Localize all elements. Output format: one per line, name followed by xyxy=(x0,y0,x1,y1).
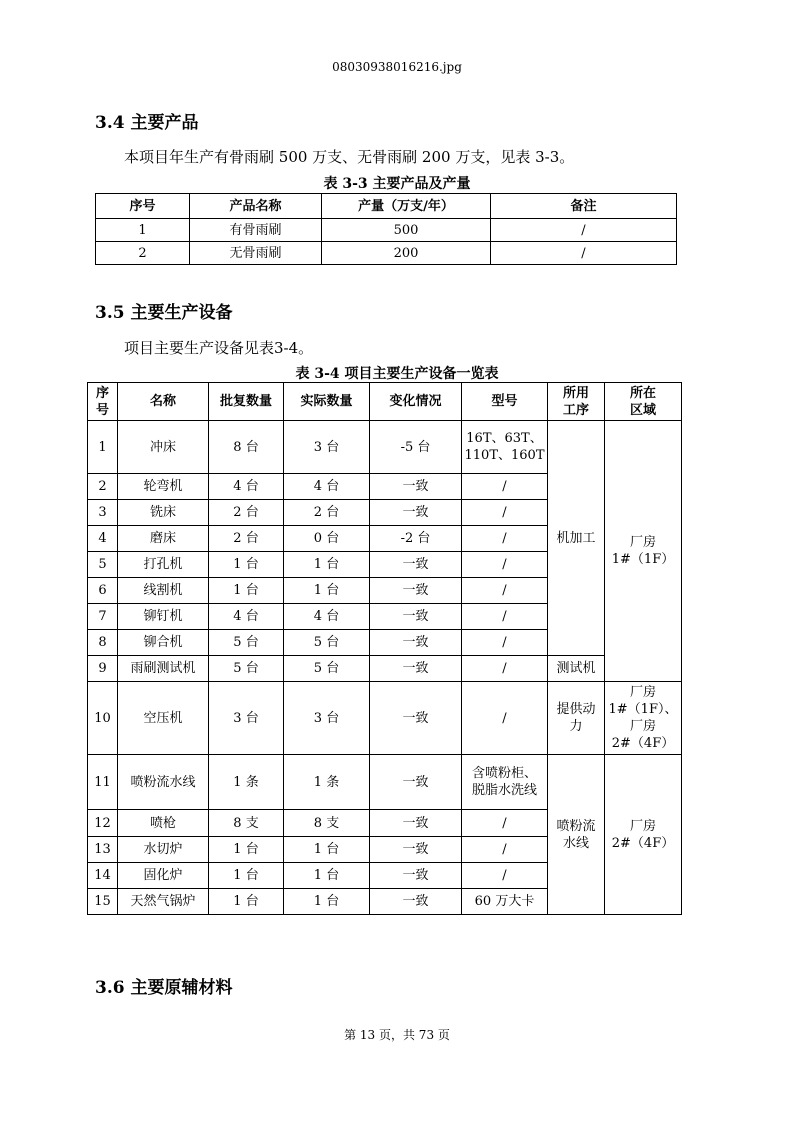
section-3-4-text: 本项目年生产有骨雨刷 500 万支、无骨雨刷 200 万支，见表 3-3。 xyxy=(124,148,575,166)
table-cell: 一致 xyxy=(370,630,462,656)
table-cell: 喷粉流水线 xyxy=(118,755,209,810)
table-cell: 一致 xyxy=(370,656,462,682)
table-cell: 2 台 xyxy=(209,526,284,552)
table-header-row xyxy=(88,383,682,421)
table-cell: / xyxy=(462,604,548,630)
table-cell: 一致 xyxy=(370,578,462,604)
column-header: 序号 xyxy=(96,194,190,219)
column-header: 备注 xyxy=(491,194,677,219)
table-cell: 空压机 xyxy=(118,682,209,755)
table-cell: 12 xyxy=(88,810,118,837)
table-cell: 铆合机 xyxy=(118,630,209,656)
table-cell: 一致 xyxy=(370,552,462,578)
table-cell: 200 xyxy=(322,242,491,265)
process-cell: 机加工 xyxy=(548,421,605,656)
table-cell: 500 xyxy=(322,219,491,242)
table-cell: 雨刷测试机 xyxy=(118,656,209,682)
table-cell: 打孔机 xyxy=(118,552,209,578)
table-header-row xyxy=(96,194,677,219)
column-header: 产品名称 xyxy=(190,194,322,219)
table-cell: 1 条 xyxy=(209,755,284,810)
table-cell: / xyxy=(462,500,548,526)
table-cell: 有骨雨刷 xyxy=(190,219,322,242)
table-cell: 8 支 xyxy=(209,810,284,837)
table-cell: 14 xyxy=(88,863,118,889)
table-cell: 喷枪 xyxy=(118,810,209,837)
table-cell: 2 台 xyxy=(209,500,284,526)
table-cell: 4 台 xyxy=(284,474,370,500)
table-cell: 1 xyxy=(96,219,190,242)
table-cell: -5 台 xyxy=(370,421,462,474)
table-cell: 4 xyxy=(88,526,118,552)
table-cell: 6 xyxy=(88,578,118,604)
table-cell: / xyxy=(491,242,677,265)
table-cell: 铣床 xyxy=(118,500,209,526)
table-cell: 13 xyxy=(88,837,118,863)
table-3-4-caption: 表 3-4 项目主要生产设备一览表 xyxy=(295,366,499,382)
table-cell: 1 台 xyxy=(284,578,370,604)
table-cell: 15 xyxy=(88,889,118,915)
table-cell: 0 台 xyxy=(284,526,370,552)
table-cell: 一致 xyxy=(370,604,462,630)
table-cell: 3 xyxy=(88,500,118,526)
area-cell: 厂房 2#（4F） xyxy=(605,755,682,915)
table-cell: 4 台 xyxy=(209,604,284,630)
table-cell: 8 台 xyxy=(209,421,284,474)
table-cell: / xyxy=(462,578,548,604)
table-cell: 1 台 xyxy=(284,863,370,889)
process-cell: 测试机 xyxy=(548,656,605,682)
column-header: 实际数量 xyxy=(284,383,370,421)
table-cell: 一致 xyxy=(370,474,462,500)
table-cell: 含喷粉柜、脱脂水洗线 xyxy=(462,755,548,810)
table-cell: 8 支 xyxy=(284,810,370,837)
table-cell: 4 台 xyxy=(284,604,370,630)
table-row xyxy=(96,219,677,242)
table-cell: 1 条 xyxy=(284,755,370,810)
table-cell: 冲床 xyxy=(118,421,209,474)
table-cell: 11 xyxy=(88,755,118,810)
file-name-header: 08030938016216.jpg xyxy=(332,60,462,74)
table-cell: 轮弯机 xyxy=(118,474,209,500)
table-cell: 10 xyxy=(88,682,118,755)
table-cell: 2 台 xyxy=(284,500,370,526)
section-heading-3-5: 3.5 主要生产设备 xyxy=(95,303,233,323)
table-cell: 铆钉机 xyxy=(118,604,209,630)
table-cell: 1 台 xyxy=(284,889,370,915)
table-cell: 1 xyxy=(88,421,118,474)
table-cell: 1 台 xyxy=(284,837,370,863)
column-header: 序 号 xyxy=(88,383,118,421)
table-cell: 60 万大卡 xyxy=(462,889,548,915)
table-row xyxy=(88,755,682,810)
table-3-3-caption: 表 3-3 主要产品及产量 xyxy=(323,176,471,192)
table-cell: 1 台 xyxy=(209,552,284,578)
table-cell: 1 台 xyxy=(209,578,284,604)
section-heading-3-4: 3.4 主要产品 xyxy=(95,113,199,133)
table-cell: 一致 xyxy=(370,682,462,755)
table-cell: 一致 xyxy=(370,755,462,810)
column-header: 名称 xyxy=(118,383,209,421)
table-cell: / xyxy=(462,552,548,578)
table-cell: 5 台 xyxy=(284,656,370,682)
table-cell: 一致 xyxy=(370,500,462,526)
table-cell: 9 xyxy=(88,656,118,682)
column-header: 批复数量 xyxy=(209,383,284,421)
section-3-5-text: 项目主要生产设备见表3-4。 xyxy=(124,339,314,357)
table-cell: 2 xyxy=(88,474,118,500)
table-cell: 1 台 xyxy=(284,552,370,578)
table-cell: 16T、63T、110T、160T xyxy=(462,421,548,474)
table-cell: 5 台 xyxy=(209,630,284,656)
area-cell: 厂房 1#（1F） xyxy=(605,421,682,682)
table-cell: / xyxy=(462,810,548,837)
process-cell: 提供动力 xyxy=(548,682,605,755)
table-row xyxy=(88,682,682,755)
table-cell: 一致 xyxy=(370,889,462,915)
table-cell: 3 台 xyxy=(284,682,370,755)
table-row xyxy=(88,421,682,474)
process-cell: 喷粉流水线 xyxy=(548,755,605,915)
area-cell: 厂房 1#（1F）、 厂房 2#（4F） xyxy=(605,682,682,755)
table-cell: / xyxy=(462,526,548,552)
table-cell: 1 台 xyxy=(209,863,284,889)
table-cell: 固化炉 xyxy=(118,863,209,889)
products-table xyxy=(95,193,677,265)
table-cell: 一致 xyxy=(370,863,462,889)
table-cell: 磨床 xyxy=(118,526,209,552)
column-header: 变化情况 xyxy=(370,383,462,421)
table-cell: 1 台 xyxy=(209,837,284,863)
table-row xyxy=(96,242,677,265)
table-cell: 8 xyxy=(88,630,118,656)
table-cell: 一致 xyxy=(370,810,462,837)
table-cell: / xyxy=(462,630,548,656)
table-cell: / xyxy=(491,219,677,242)
table-cell: 3 台 xyxy=(209,682,284,755)
table-cell: 5 xyxy=(88,552,118,578)
column-header: 所在 区域 xyxy=(605,383,682,421)
table-cell: / xyxy=(462,656,548,682)
table-cell: 7 xyxy=(88,604,118,630)
table-cell: 3 台 xyxy=(284,421,370,474)
section-heading-3-6: 3.6 主要原辅材料 xyxy=(95,978,233,998)
table-cell: / xyxy=(462,474,548,500)
table-cell: 一致 xyxy=(370,837,462,863)
table-cell: 5 台 xyxy=(284,630,370,656)
table-cell: 1 台 xyxy=(209,889,284,915)
table-cell: / xyxy=(462,837,548,863)
table-row xyxy=(88,656,682,682)
table-cell: 2 xyxy=(96,242,190,265)
table-cell: 天然气锅炉 xyxy=(118,889,209,915)
column-header: 型号 xyxy=(462,383,548,421)
table-cell: / xyxy=(462,682,548,755)
table-cell: 线割机 xyxy=(118,578,209,604)
table-cell: 4 台 xyxy=(209,474,284,500)
column-header: 所用 工序 xyxy=(548,383,605,421)
table-cell: 5 台 xyxy=(209,656,284,682)
table-cell: -2 台 xyxy=(370,526,462,552)
column-header: 产量（万支/年） xyxy=(322,194,491,219)
table-cell: 水切炉 xyxy=(118,837,209,863)
table-cell: 无骨雨刷 xyxy=(190,242,322,265)
page-footer: 第 13 页，共 73 页 xyxy=(344,1028,450,1042)
table-cell: / xyxy=(462,863,548,889)
equipment-table xyxy=(87,382,682,915)
